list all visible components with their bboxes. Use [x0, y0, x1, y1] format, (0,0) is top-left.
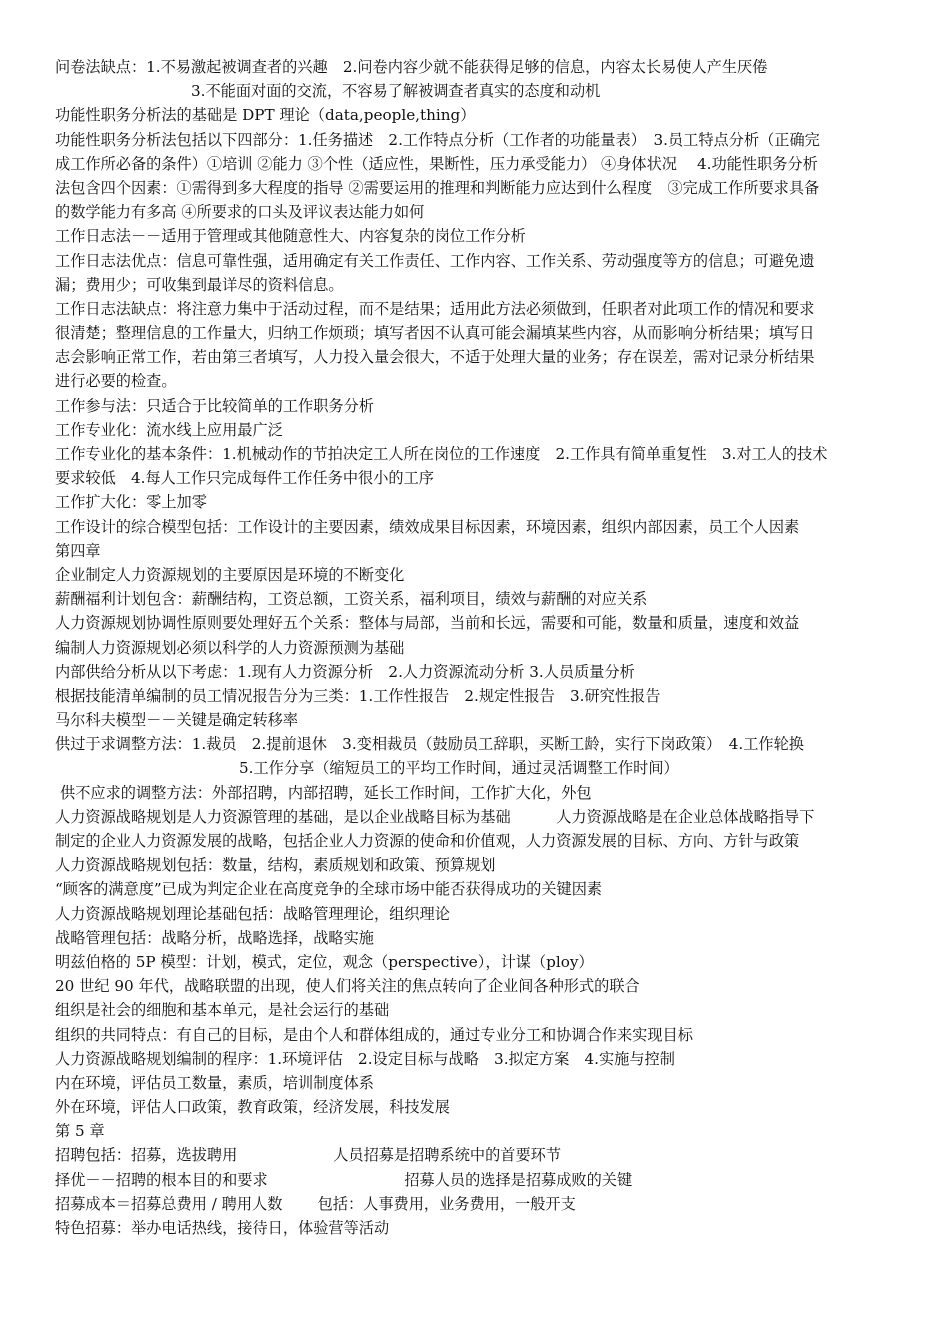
- text-line: 战略管理包括：战略分析，战略选择，战略实施: [55, 928, 374, 947]
- text-line: 招募成本＝招募总费用 / 聘用人数 包括：人事费用，业务费用，一般开支: [55, 1194, 576, 1213]
- text-line: 功能性职务分析法包括以下四部分：1.任务描述 2.工作特点分析（工作者的功能量表） 3.员工特点分析（正确完: [55, 130, 820, 149]
- text-line: 功能性职务分析法的基础是 DPT 理论（data,people,thing）: [55, 106, 476, 125]
- text-line: 3.不能面对面的交流，不容易了解被调查者真实的态度和动机: [191, 82, 601, 101]
- text-line: 工作专业化：流水线上应用最广泛: [55, 420, 283, 439]
- text-line: “顾客的满意度”已成为判定企业在高度竞争的全球市场中能否获得成功的关键因素: [55, 880, 603, 899]
- text-line: 薪酬福利计划包含：薪酬结构，工资总额，工资关系，福利项目，绩效与薪酬的对应关系: [55, 590, 648, 609]
- text-line: 工作参与法：只适合于比较简单的工作职务分析: [55, 396, 374, 415]
- text-line: 人力资源规划协调性原则要处理好五个关系：整体与局部，当前和长远，需要和可能，数量和质量，速度和效益: [55, 614, 800, 633]
- text-line: 很清楚；整理信息的工作量大，归纳工作烦琐；填写者因不认真可能会漏填某些内容，从而影响分析结果；填写日: [55, 324, 815, 343]
- text-line: 供过于求调整方法：1.裁员 2.提前退休 3.变相裁员（鼓励员工辞职，买断工龄，实行下岗政策） 4.工作轮换: [55, 735, 804, 754]
- text-line: 供不应求的调整方法：外部招聘，内部招聘，延长工作时间，工作扩大化，外包: [60, 783, 592, 802]
- text-line: 进行必要的检查。: [55, 372, 177, 391]
- text-line: 特色招募：举办电话热线，接待日，体验营等活动: [55, 1219, 390, 1237]
- text-line: 根据技能清单编制的员工情况报告分为三类：1.工作性报告 2.规定性报告 3.研究性报告: [55, 686, 661, 705]
- text-line: 编制人力资源规划必须以科学的人力资源预测为基础: [55, 638, 405, 657]
- text-line: 工作日志法优点：信息可靠性强，适用确定有关工作责任、工作内容、工作关系、劳动强度等方的信息；可避免遗: [55, 251, 815, 270]
- text-line: 工作扩大化：零上加零: [55, 493, 207, 512]
- text-line: 组织的共同特点：有自己的目标，是由个人和群体组成的，通过专业分工和协调合作来实现目标: [55, 1025, 693, 1044]
- text-line: 明兹伯格的 5P 模型：计划，模式，定位，观念（perspective），计谋（ploy）: [55, 952, 594, 971]
- text-line: 成工作所必备的条件）①培训 ②能力 ③个性（适应性，果断性，压力承受能力） ④身体状况 4.功能性职务分析: [55, 154, 818, 173]
- text-line: 漏；费用少；可收集到最详尽的资料信息。: [55, 275, 344, 294]
- chapter-heading: 第 5 章: [55, 1122, 105, 1141]
- chapter-heading: 第四章: [55, 541, 101, 560]
- text-line: 马尔科夫模型－－关键是确定转移率: [55, 711, 298, 730]
- text-line: 工作专业化的基本条件：1.机械动作的节拍决定工人所在岗位的工作速度 2.工作具有简单重复性 3.对工人的技术: [55, 445, 828, 463]
- text-line: 志会影响正常工作，若由第三者填写，人力投入量会很大，不适于处理大量的业务；存在误差，需对记录分析结果: [55, 348, 815, 367]
- text-line: 择优－－招聘的根本目的和要求 招募人员的选择是招募成败的关键: [55, 1170, 633, 1189]
- text-line: 内部供给分析从以下考虑：1.现有人力资源分析 2.人力资源流动分析 3.人员质量分析: [55, 662, 635, 681]
- text-line: 人力资源战略规划编制的程序：1.环境评估 2.设定目标与战略 3.拟定方案 4.实施与控制: [55, 1049, 675, 1068]
- text-line: 组织是社会的细胞和基本单元，是社会运行的基础: [55, 1001, 390, 1020]
- text-line: 问卷法缺点：1.不易激起被调查者的兴趣 2.问卷内容少就不能获得足够的信息，内容太长易使人产生厌倦: [55, 58, 768, 76]
- text-line: 法包含四个因素：①需得到多大程度的指导 ②需要运用的推理和判断能力应达到什么程度 ③完成工作所要求具备: [55, 178, 820, 197]
- text-line: 5.工作分享（缩短员工的平均工作时间，通过灵活调整工作时间）: [239, 759, 679, 778]
- text-line: 内在环境，评估员工数量，素质，培训制度体系: [55, 1073, 374, 1092]
- text-line: 企业制定人力资源规划的主要原因是环境的不断变化: [55, 565, 405, 584]
- text-line: 人力资源战略规划是人力资源管理的基础，是以企业战略目标为基础 人力资源战略是在企业总体战略指导下: [55, 807, 815, 826]
- text-line: 招聘包括：招募，选拔聘用 人员招募是招聘系统中的首要环节: [55, 1146, 562, 1165]
- text-line: 工作设计的综合模型包括：工作设计的主要因素，绩效成果目标因素，环境因素，组织内部因素，员工个人因素: [55, 517, 800, 536]
- text-line: 工作日志法缺点：将注意力集中于活动过程，而不是结果；适用此方法必须做到，任职者对此项工作的情况和要求: [55, 299, 815, 318]
- document-body: [55, 55, 900, 1240]
- text-line: 的数学能力有多高 ④所要求的口头及评议表达能力如何: [55, 203, 425, 222]
- text-line: 20 世纪 90 年代，战略联盟的出现，使人们将关注的焦点转向了企业间各种形式的联合: [55, 977, 640, 996]
- text-line: 人力资源战略规划包括：数量，结构，素质规划和政策、预算规划: [55, 856, 496, 875]
- text-line: 人力资源战略规划理论基础包括：战略管理理论，组织理论: [55, 904, 450, 923]
- text-line: 要求较低 4.每人工作只完成每件工作任务中很小的工序: [55, 469, 434, 488]
- text-line: 制定的企业人力资源发展的战略，包括企业人力资源的使命和价值观，人力资源发展的目标、方向、方针与政策: [55, 832, 800, 850]
- text-line: 外在环境，评估人口政策，教育政策，经济发展，科技发展: [55, 1098, 450, 1117]
- text-line: 工作日志法－－适用于管理或其他随意性大、内容复杂的岗位工作分析: [55, 227, 526, 246]
